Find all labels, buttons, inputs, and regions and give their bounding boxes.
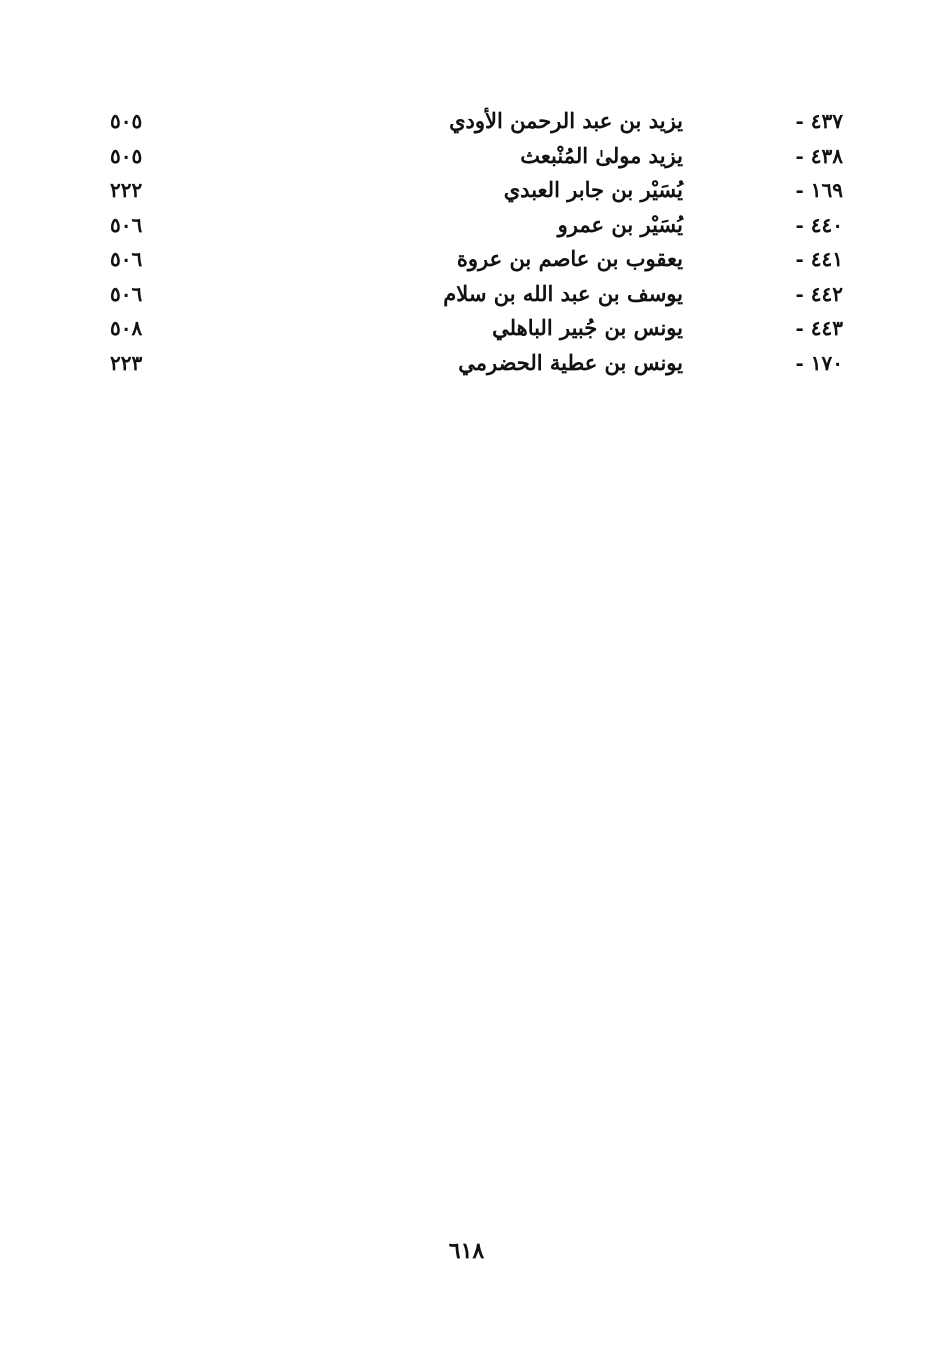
entry-number: ٤٤٠ - bbox=[795, 212, 843, 237]
entry-number: ٤٤٣ - bbox=[795, 316, 843, 340]
entry-name: يوسف بن عبد الله بن سلام bbox=[443, 280, 683, 306]
entry-name: يونس بن جُبير الباهلي bbox=[492, 315, 683, 340]
entry-name: يزيد مولىٰ المُنْبعث bbox=[520, 142, 683, 168]
entry-page-ref: ٢٢٣ bbox=[110, 350, 143, 375]
list-item bbox=[0, 208, 933, 243]
list-item bbox=[0, 104, 933, 139]
entry-number: ١٦٩ - bbox=[795, 178, 843, 202]
entry-page-ref: ٥٠٨ bbox=[110, 316, 143, 340]
list-item bbox=[0, 173, 933, 208]
entry-number: ٤٣٨ - bbox=[795, 143, 843, 168]
page-number: ٦١٨ bbox=[448, 1238, 485, 1264]
entry-page-ref: ٥٠٦ bbox=[110, 212, 143, 237]
entry-name: يونس بن عطية الحضرمي bbox=[458, 349, 683, 375]
list-item bbox=[0, 242, 933, 277]
entry-name: يُسَيْر بن جابر العبدي bbox=[503, 177, 683, 202]
entry-name: يعقوب بن عاصم بن عروة bbox=[456, 246, 683, 271]
entry-page-ref: ٥٠٦ bbox=[110, 247, 143, 271]
entry-number: ٤٤٢ - bbox=[795, 281, 843, 306]
list-item bbox=[0, 346, 933, 381]
entry-page-ref: ٥٠٥ bbox=[110, 143, 143, 168]
index-list bbox=[0, 104, 933, 380]
list-item bbox=[0, 277, 933, 312]
entry-page-ref: ٢٢٢ bbox=[110, 178, 143, 202]
entry-page-ref: ٥٠٦ bbox=[110, 281, 143, 306]
entry-number: ٤٤١ - bbox=[795, 247, 843, 271]
entry-number: ٤٣٧ - bbox=[795, 109, 843, 133]
entry-name: يزيد بن عبد الرحمن الأودي bbox=[449, 108, 683, 133]
list-item bbox=[0, 311, 933, 346]
entry-name: يُسَيْر بن عمرو bbox=[557, 211, 683, 237]
entry-page-ref: ٥٠٥ bbox=[110, 109, 143, 133]
list-item bbox=[0, 139, 933, 174]
entry-number: ١٧٠ - bbox=[795, 350, 843, 375]
